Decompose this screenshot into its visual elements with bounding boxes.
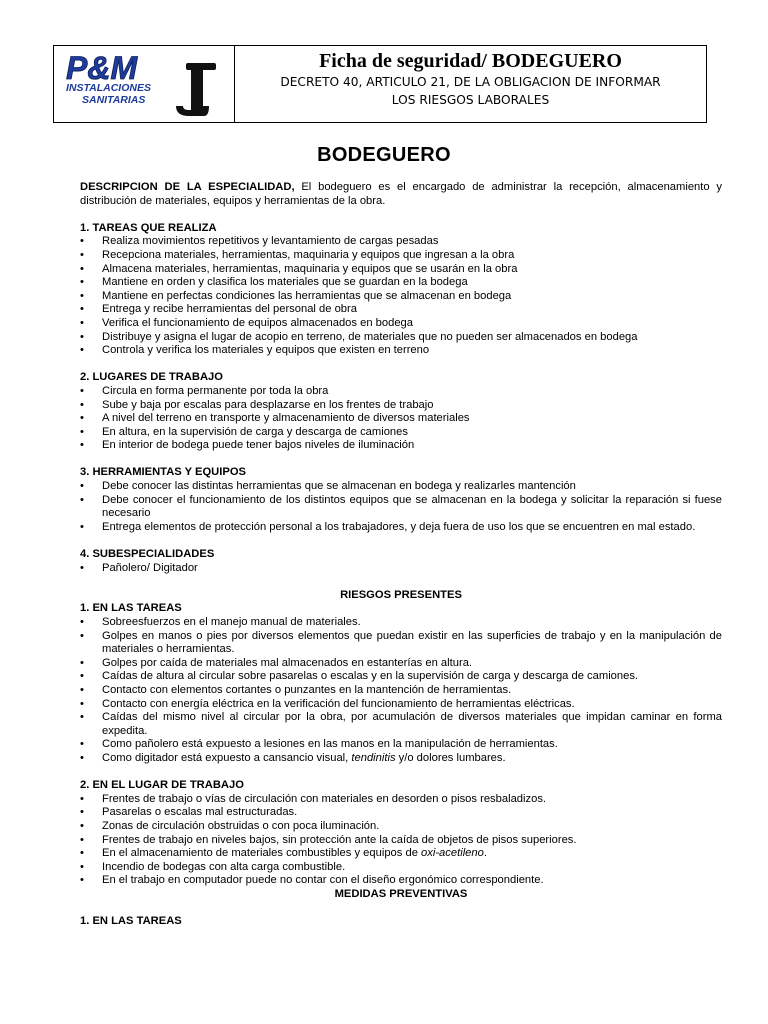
decree-line-2: LOS RIESGOS LABORALES xyxy=(391,92,550,107)
risks-heading: RIESGOS PRESENTES xyxy=(340,588,462,601)
list-item: • Golpes por caída de materiales mal almacenados en estanterías en altura. xyxy=(80,657,722,671)
list-item: • Frentes de trabajo o vías de circulación con materiales en desorden o pisos resbaladizos. xyxy=(80,793,722,807)
section-list xyxy=(80,235,722,357)
list-item: • Frentes de trabajo en niveles bajos, sin protección ante la caída de objetos de pisos superiores. xyxy=(80,834,722,848)
list-item: • Debe conocer las distintas herramientas que se almacenan en bodega y realizarles mantención xyxy=(80,480,722,494)
list-item: • Caídas del mismo nivel al circular por la obra, por acumulación de diversos materiales que impidan caminar en forma expedita. xyxy=(80,711,722,738)
list-item: • A nivel del terreno en transporte y almacenamiento de diversos materiales xyxy=(80,412,722,426)
list-item: • Distribuye y asigna el lugar de acopio en terreno, de materiales que no pueden ser almacenados en bodega xyxy=(80,331,722,345)
section-list xyxy=(80,562,722,576)
list-item: • Controla y verifica los materiales y equipos que existen en terreno xyxy=(80,344,722,358)
list-item: • Circula en forma permanente por toda la obra xyxy=(80,385,722,399)
measures-tasks-title: 1. EN LAS TAREAS xyxy=(80,915,182,928)
list-item: • Almacena materiales, herramientas, maquinaria y equipos que se usarán en la obra xyxy=(80,263,722,277)
section-title: 3. HERRAMIENTAS Y EQUIPOS xyxy=(80,466,246,479)
document-body xyxy=(80,181,722,929)
document-title: Ficha de seguridad/ BODEGUERO xyxy=(319,50,622,72)
risks-tasks-title: 1. EN LAS TAREAS xyxy=(80,602,182,615)
list-item: • Golpes en manos o pies por diversos elementos que puedan existir en las superficies de trabajo y en la manipulación de materiales o herramientas. xyxy=(80,630,722,657)
list-item: • Entrega y recibe herramientas del personal de obra xyxy=(80,303,722,317)
section-list xyxy=(80,385,722,453)
svg-text:SANITARIAS: SANITARIAS xyxy=(82,94,146,106)
list-item: • En el almacenamiento de materiales combustibles y equipos de oxi-acetileno. xyxy=(80,847,722,861)
description-text: El bodeguero es el encargado de administrar la recepción, almacenamiento y distribución de materiales, equipos y herramientas de la obra. xyxy=(80,181,722,207)
document-header xyxy=(53,45,707,123)
description-label: DESCRIPCION DE LA ESPECIALIDAD, xyxy=(80,181,295,193)
list-item: • Recepciona materiales, herramientas, maquinaria y equipos que ingresan a la obra xyxy=(80,249,722,263)
list-item: • Mantiene en perfectas condiciones las herramientas que se almacenan en bodega xyxy=(80,290,722,304)
list-item: • En interior de bodega puede tener bajos niveles de iluminación xyxy=(80,439,722,453)
list-item: • Mantiene en orden y clasifica los materiales que se guardan en la bodega xyxy=(80,276,722,290)
list-item: • Entrega elementos de protección personal a los trabajadores, y deja fuera de uso los que se encuentren en mal estado. xyxy=(80,521,722,535)
list-item: • En el trabajo en computador puede no contar con el diseño ergonómico correspondiente. xyxy=(80,874,722,888)
risks-tasks-list xyxy=(80,616,722,766)
svg-text:INSTALACIONES: INSTALACIONES xyxy=(66,82,151,94)
list-item: • Contacto con elementos cortantes o punzantes en la mantención de herramientas. xyxy=(80,684,722,698)
risks-place-title: 2. EN EL LUGAR DE TRABAJO xyxy=(80,779,244,792)
section-title: 4. SUBESPECIALIDADES xyxy=(80,548,215,561)
list-item: • Sube y baja por escalas para desplazarse en los frentes de trabajo xyxy=(80,399,722,413)
list-item: • Sobreesfuerzos en el manejo manual de materiales. xyxy=(80,616,722,630)
list-item: • Como pañolero está expuesto a lesiones en las manos en la manipulación de herramientas. xyxy=(80,738,722,752)
section-title: 1. TAREAS QUE REALIZA xyxy=(80,221,217,234)
decree-line-1: DECRETO 40, ARTICULO 21, DE LA OBLIGACION DE INFORMAR xyxy=(280,75,661,89)
list-item: • En altura, en la supervisión de carga y descarga de camiones xyxy=(80,426,722,440)
list-item: • Incendio de bodegas con alta carga combustible. xyxy=(80,861,722,875)
company-logo xyxy=(54,46,235,122)
list-item: • Realiza movimientos repetitivos y levantamiento de cargas pesadas xyxy=(80,235,722,249)
list-item: • Contacto con energía eléctrica en la verificación del funcionamiento de herramientas eléctricas. xyxy=(80,698,722,712)
list-item: • Como digitador está expuesto a cansancio visual, tendinitis y/o dolores lumbares. xyxy=(80,752,722,766)
risks-place-list xyxy=(80,793,722,888)
description-paragraph xyxy=(80,181,722,208)
page-title: BODEGUERO xyxy=(317,144,451,166)
list-item: • Zonas de circulación obstruidas o con poca iluminación. xyxy=(80,820,722,834)
pm-logo-icon xyxy=(54,46,234,124)
measures-heading: MEDIDAS PREVENTIVAS xyxy=(334,887,468,900)
svg-text:P&M: P&M xyxy=(66,50,138,86)
list-item: • Caídas de altura al circular sobre pasarelas o escalas y en la supervisión de carga y descarga de camiones. xyxy=(80,670,722,684)
section-title: 2. LUGARES DE TRABAJO xyxy=(80,371,223,384)
section-list xyxy=(80,480,722,534)
list-item: • Debe conocer el funcionamiento de los distintos equipos que se almacenan en la bodega y solicitar la reparación si fuese necesario xyxy=(80,494,722,521)
list-item: • Pañolero/ Digitador xyxy=(80,562,722,576)
list-item: • Pasarelas o escalas mal estructuradas. xyxy=(80,806,722,820)
list-item: • Verifica el funcionamiento de equipos almacenados en bodega xyxy=(80,317,722,331)
